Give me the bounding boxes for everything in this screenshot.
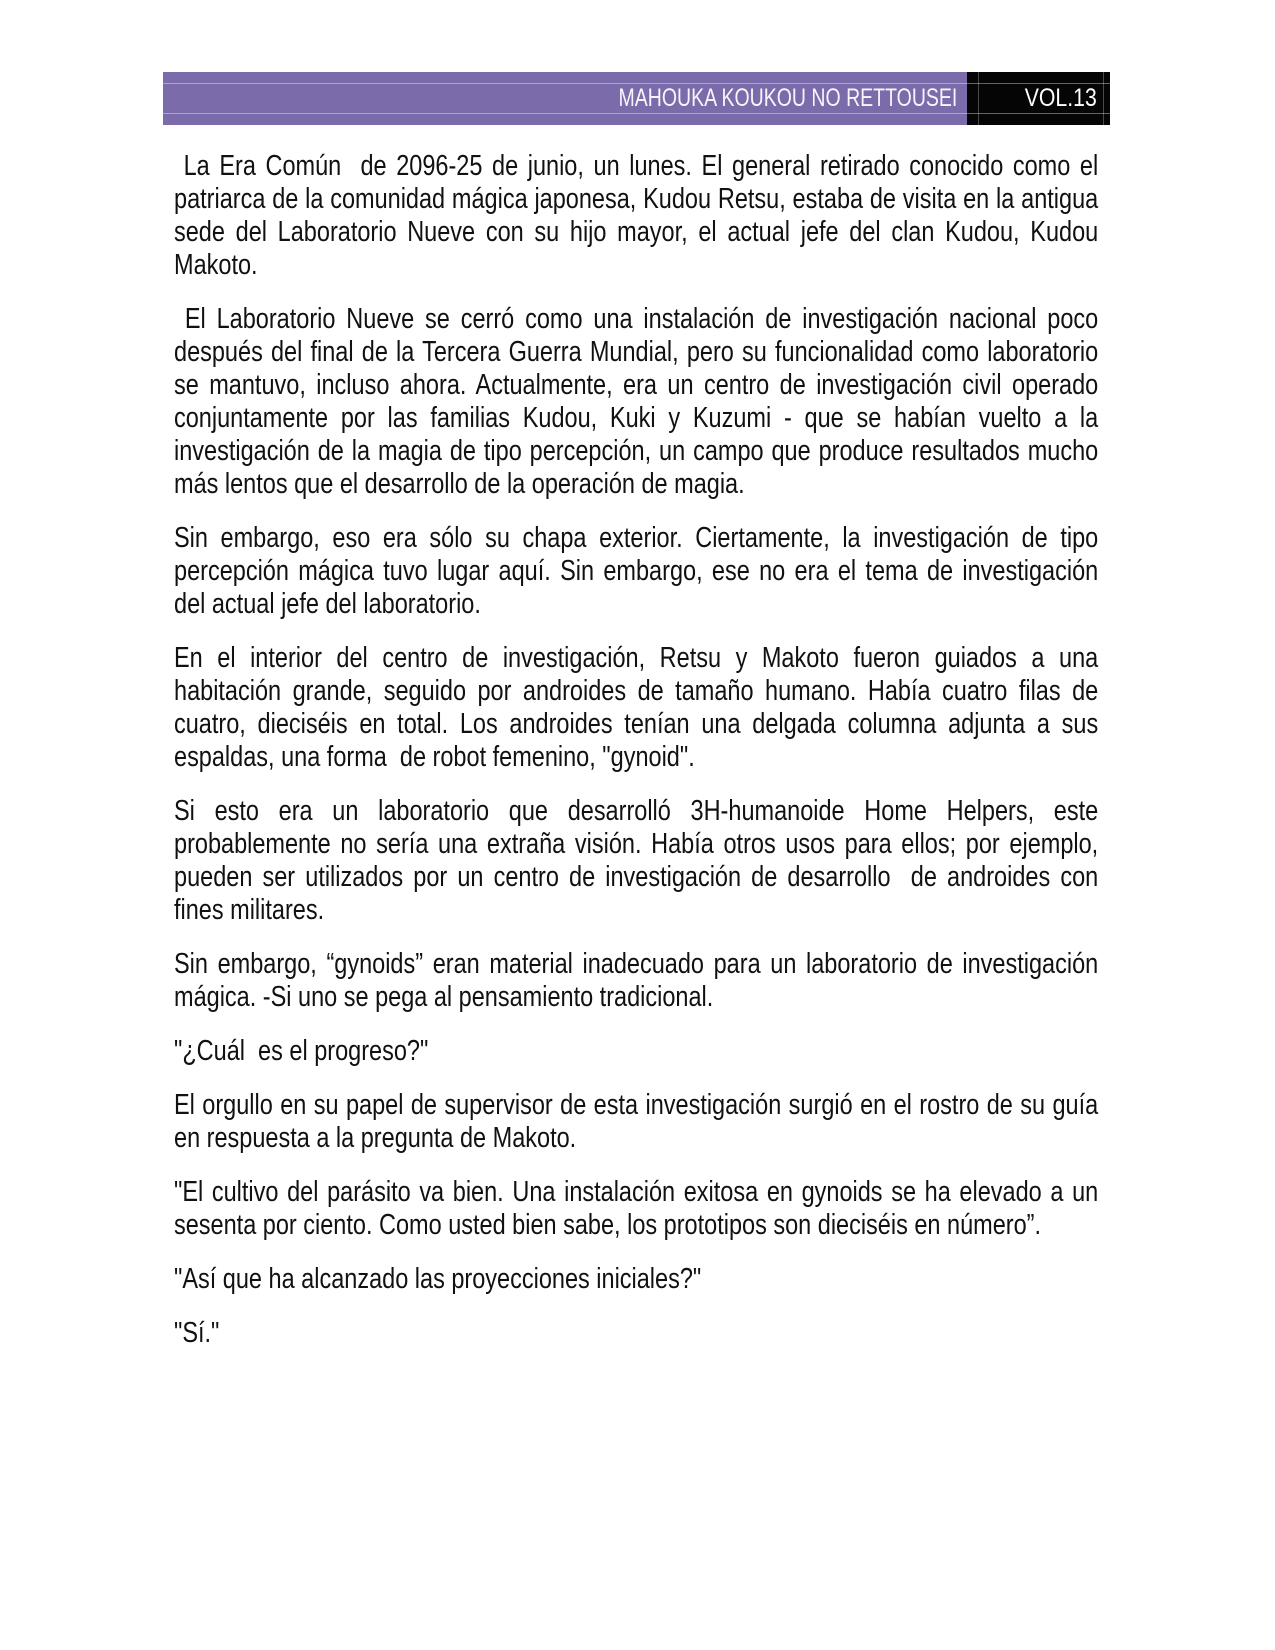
paragraph-10: "Así que ha alcanzado las proyecciones iniciales?" (174, 1263, 702, 1295)
paragraph-6: Sin embargo, “gynoids” eran material inadecuado para un laboratorio de investigación mágica. -Si uno se pega al pensamiento tradicional. (174, 948, 1105, 1013)
paragraph-5: Si esto era un laboratorio que desarrolló 3H-humanoide Home Helpers, este probablemente no sería una extraña visión. Había otros usos para ellos; por ejemplo, pueden ser utilizados por un centro de investigación de desarrollo de androides con fines militares. (174, 795, 1105, 926)
paragraph-8: El orgullo en su papel de supervisor de esta investigación surgió en el rostro de su guía en respuesta a la pregunta de Makoto. (174, 1089, 1105, 1154)
header-bar (163, 72, 1110, 125)
volume-badge (967, 72, 1110, 125)
paragraph-11: "Sí." (174, 1317, 220, 1349)
header-title-cell (163, 72, 967, 125)
paragraph-7: "¿Cuál es el progreso?" (174, 1035, 429, 1067)
paragraph-9: "El cultivo del parásito va bien. Una instalación exitosa en gynoids se ha elevado a un sesenta por ciento. Como usted bien sabe, los prototipos son dieciséis en número”. (174, 1176, 1105, 1241)
document-body (174, 150, 1105, 1371)
volume-label: VOL.13 (1024, 84, 1097, 112)
paragraph-4: En el interior del centro de investigación, Retsu y Makoto fueron guiados a una habitación grande, seguido por androides de tamaño humano. Había cuatro filas de cuatro, dieciséis en total. Los androides tenían una delgada columna adjunta a sus espaldas, una forma de robot femenino, "gynoid". (174, 642, 1105, 773)
paragraph-1: La Era Común de 2096-25 de junio, un lunes. El general retirado conocido como el patriarca de la comunidad mágica japonesa, Kudou Retsu, estaba de visita en la antigua sede del Laboratorio Nueve con su hijo mayor, el actual jefe del clan Kudou, Kudou Makoto. (174, 150, 1105, 281)
document-title: MAHOUKA KOUKOU NO RETTOUSEI (618, 84, 957, 112)
paragraph-3: Sin embargo, eso era sólo su chapa exterior. Ciertamente, la investigación de tipo percepción mágica tuvo lugar aquí. Sin embargo, ese no era el tema de investigación del actual jefe del laboratorio. (174, 522, 1105, 620)
paragraph-2: El Laboratorio Nueve se cerró como una instalación de investigación nacional poco después del final de la Tercera Guerra Mundial, pero su funcionalidad como laboratorio se mantuvo, incluso ahora. Actualmente, era un centro de investigación civil operado conjuntamente por las familias Kudou, Kuki y Kuzumi - que se habían vuelto a la investigación de la magia de tipo percepción, un campo que produce resultados mucho más lentos que el desarrollo de la operación de magia. (174, 303, 1105, 500)
